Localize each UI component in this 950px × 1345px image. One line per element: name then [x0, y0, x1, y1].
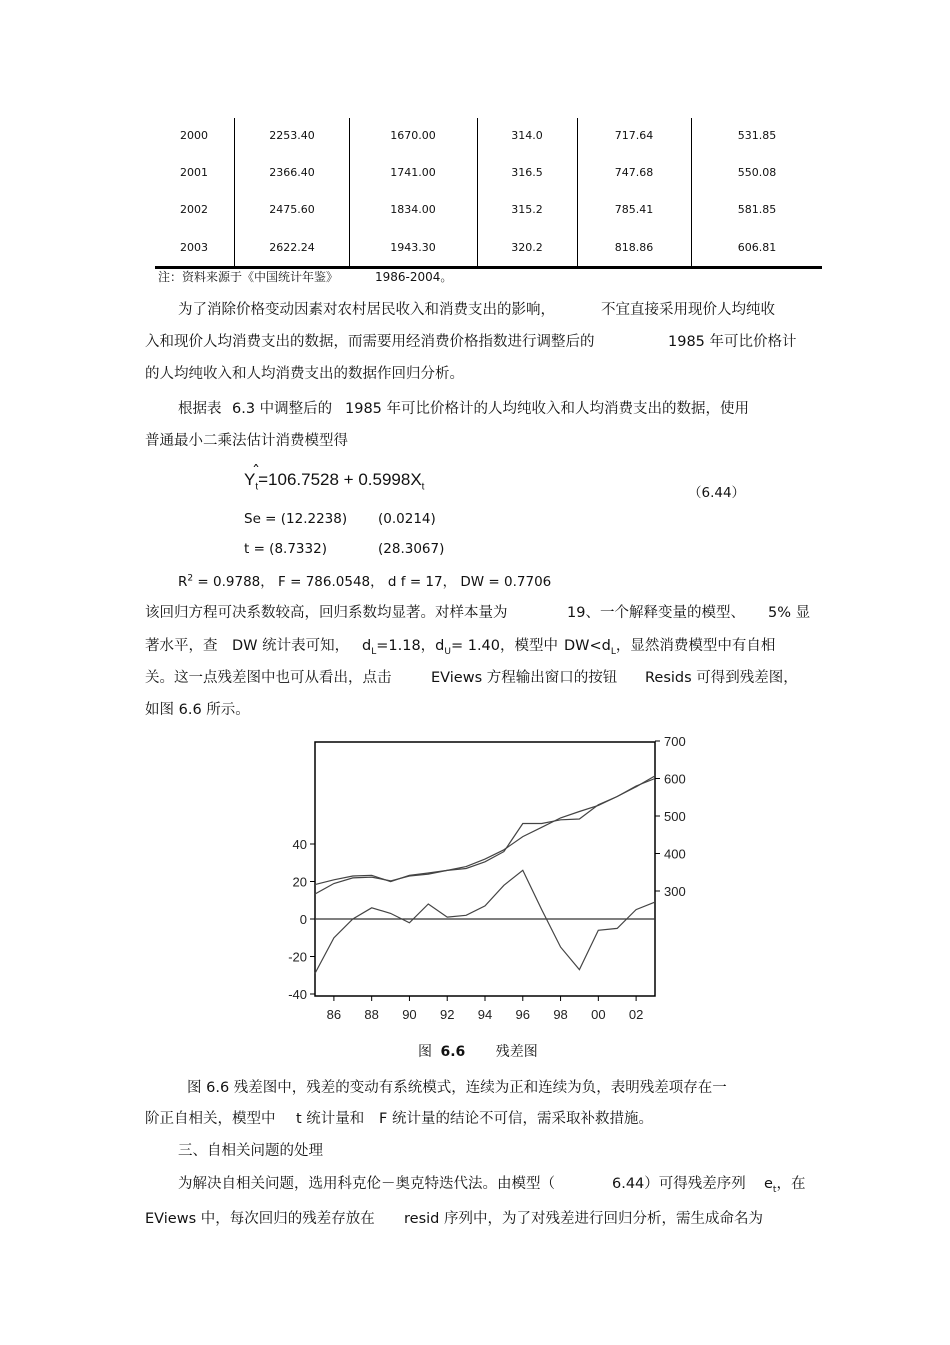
right-tick-label: 300: [664, 884, 686, 899]
table-cell: 2000: [180, 129, 208, 142]
x-tick-label: 94: [477, 1007, 493, 1022]
para1-line3: 的人均纯收入和人均消费支出的数据作回归分析。: [145, 366, 464, 382]
table-cell: 1834.00: [390, 203, 436, 216]
table-cell: 747.68: [614, 166, 654, 179]
model-text: = 1.40，模型中: [450, 638, 559, 654]
caption-prefix: 图: [418, 1044, 432, 1060]
stat-r-sup: 2: [187, 573, 194, 584]
para3-line3a: 关。这一点残差图中也可从看出，点击: [145, 670, 392, 686]
right-tick-label: 500: [664, 809, 686, 824]
table-cell: 1943.30: [390, 241, 436, 254]
para1-line1a: 为了消除价格变动因素对农村居民收入和消费支出的影响，: [178, 302, 555, 318]
se-values: Se = (12.2238): [244, 511, 348, 527]
left-tick-label: 0: [299, 912, 307, 927]
table-cell: 1670.00: [390, 129, 436, 142]
para2-line1a: 根据表: [178, 401, 222, 417]
left-tick-label: 20: [292, 874, 307, 890]
table-cell: 2003: [180, 241, 208, 254]
e-suffix: ，在: [776, 1176, 806, 1192]
x-tick-label: 02: [628, 1007, 644, 1022]
table-cell: 818.86: [614, 241, 654, 254]
para3-line1a: 该回归方程可决系数较高，回归系数均显著。对样本量为: [145, 605, 508, 621]
table-cell: 717.64: [614, 129, 654, 142]
table-cell: 314.0: [511, 129, 543, 142]
left-tick-label: -40: [288, 987, 307, 1002]
x-tick-label: 98: [553, 1007, 568, 1022]
x-tick-label: 00: [591, 1007, 606, 1022]
fit-statistics: [178, 570, 551, 590]
table-note: 注：资料来源于《中国统计年鉴》: [158, 270, 339, 284]
x-tick-label: 88: [364, 1007, 379, 1022]
para1-line2b: 1985 年可比价格计: [668, 334, 797, 350]
figure-caption: [418, 1041, 538, 1061]
autocorr-text: ，显然消费模型中有自相: [615, 638, 776, 654]
para5-line1-e: [764, 1172, 805, 1195]
section-heading: 三、自相关问题的处理: [178, 1143, 323, 1159]
para4-line1: 图 6.6 残差图中，残差的变动有系统模式，连续为正和连续为负，表明残差项存在一: [187, 1080, 727, 1096]
right-tick-label: 400: [664, 846, 686, 862]
left-tick-label: 40: [292, 837, 307, 852]
para3-line1b: 19、一个解释变量的模型、: [567, 605, 745, 621]
table-cell: 1741.00: [390, 166, 436, 179]
para5-line1a: 为解决自相关问题，选用科克伦－奥克特迭代法。由模型（: [178, 1176, 555, 1192]
x-tick-label: 92: [439, 1007, 455, 1022]
para3-line4: 如图 6.6 所示。: [145, 702, 250, 718]
para3-line2b: DW 统计表可知，: [232, 638, 350, 654]
para4-line2b: t 统计量和: [296, 1111, 365, 1127]
table-cell: 316.5: [511, 166, 543, 179]
x-tick-label: 96: [515, 1007, 531, 1022]
stat-r: R: [178, 574, 188, 590]
e-sub: t: [772, 1184, 777, 1195]
residual-chart: [270, 730, 710, 1030]
table-cell: 2001: [180, 166, 208, 179]
para5-line1b: 6.44）可得残差序列: [612, 1176, 746, 1192]
left-tick-label: -20: [288, 949, 307, 965]
table-cell: 2622.24: [269, 241, 315, 254]
equation-hat: ˆ: [252, 462, 260, 481]
equation-lhs-sub: t: [255, 481, 259, 493]
equation-lhs: Y: [244, 470, 256, 489]
se-values-2: (0.0214): [378, 511, 436, 527]
series-line-0: [315, 870, 655, 973]
table-cell: 531.85: [737, 129, 777, 142]
table-cell: 550.08: [737, 166, 777, 179]
dw-sub: L: [610, 646, 616, 657]
series-line-2: [315, 779, 655, 895]
du-label: =1.18，d: [376, 638, 445, 654]
plot-frame: [315, 742, 655, 996]
para2-line1b: 6.3 中调整后的: [232, 401, 333, 417]
equation-number: （6.44）: [688, 485, 746, 501]
equation-rhs-sub: t: [421, 481, 425, 493]
para2-line2: 普通最小二乘法估计消费模型得: [145, 433, 348, 449]
para2-line1c: 1985 年可比价格计的人均纯收入和人均消费支出的数据，使用: [345, 401, 750, 417]
para5-line2a: EViews 中，每次回归的残差存放在: [145, 1211, 375, 1227]
table-cell: 315.2: [511, 203, 543, 216]
dl-sub: L: [371, 646, 377, 657]
table-cell: 2366.40: [269, 166, 315, 179]
caption-title: 残差图: [495, 1044, 538, 1060]
table-note-years: 1986-2004。: [375, 270, 453, 284]
t-values-2: (28.3067): [378, 541, 445, 557]
para5-line2b: resid 序列中，为了对残差进行回归分析，需生成命名为: [404, 1211, 763, 1227]
para4-line2c: F 统计量的结论不可信，需采取补救措施。: [379, 1111, 653, 1127]
table-cell: 2253.40: [269, 129, 315, 142]
table-cell: 320.2: [511, 241, 543, 254]
para3-line3c: Resids 可得到残差图，: [645, 670, 798, 686]
table-cell: 2002: [180, 203, 208, 216]
e-label: e: [764, 1176, 773, 1192]
x-tick-label: 90: [402, 1007, 417, 1022]
table-cell: 2475.60: [269, 203, 315, 216]
para3-line2a: 著水平，查: [145, 638, 218, 654]
right-tick-label: 600: [664, 771, 686, 787]
para3-line2-dl: [362, 634, 558, 657]
table-cell: 581.85: [737, 203, 777, 216]
para1-line1b: 不宜直接采用现价人均纯收: [601, 302, 775, 318]
data-table: [155, 118, 822, 270]
para1-line2a: 入和现价人均消费支出的数据，而需要用经消费价格指数进行调整后的: [145, 334, 595, 350]
equation-rhs: =106.7528 + 0.5998X: [258, 470, 422, 489]
para3-line2-dw: [564, 634, 775, 657]
dw-text: DW<d: [564, 638, 611, 654]
para3-line3b: EViews 方程输出窗口的按钮: [431, 670, 618, 686]
du-sub: U: [444, 646, 451, 657]
dl-label: d: [362, 638, 372, 654]
equation-main: [244, 470, 424, 492]
caption-number: 6.6: [440, 1044, 466, 1060]
para4-line2a: 阶正自相关，模型中: [145, 1111, 276, 1127]
t-values: t = (8.7332): [244, 541, 327, 557]
x-tick-label: 86: [326, 1007, 342, 1022]
right-tick-label: 700: [664, 734, 686, 749]
stat-values: = 0.9788， F = 786.0548， d f = 17， DW = 0.7706: [193, 574, 552, 590]
series-line-1: [315, 776, 655, 885]
table-cell: 785.41: [614, 203, 654, 216]
para3-line1c: 5% 显: [768, 605, 811, 621]
table-cell: 606.81: [737, 241, 777, 254]
